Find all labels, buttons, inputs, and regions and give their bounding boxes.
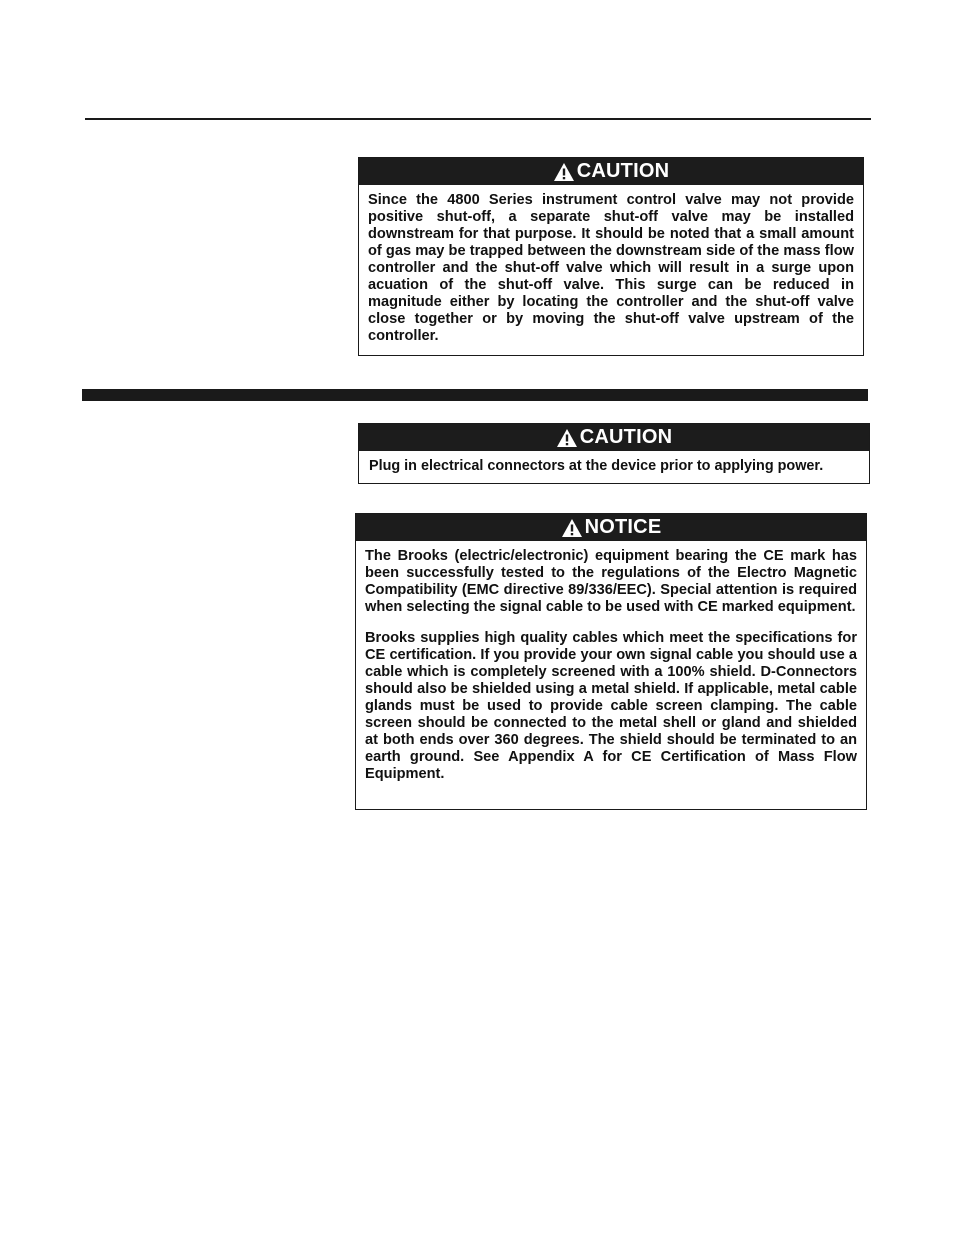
warning-triangle-icon [561, 518, 583, 538]
caution-box-valve [358, 157, 864, 356]
caution-heading: CAUTION [579, 426, 673, 448]
caution-header [359, 158, 863, 185]
caution-heading: CAUTION [576, 160, 670, 182]
top-rule [85, 118, 871, 120]
caution-text: Plug in electrical connectors at the device prior to applying power. [369, 458, 824, 474]
warning-triangle-icon [553, 162, 575, 182]
notice-paragraph-1: The Brooks (electric/electronic) equipment bearing the CE mark has been successfully tested to the regulations of the Electro Magnetic Compatibility (EMC directive 89/336/EEC). Special attention is required when selecting the signal cable to be used with CE marked equipment. [365, 548, 857, 615]
caution-box-power [358, 423, 870, 484]
warning-triangle-icon [556, 428, 578, 448]
caution-body [359, 185, 863, 353]
notice-box-ce [355, 513, 867, 810]
notice-paragraph-2: Brooks supplies high quality cables which meet the specifications for CE certification. If you provide your own signal cable you should use a cable which is completely screened with a 100% shield. D-Connectors should also be shielded using a metal shield. If applicable, metal cable glands must be used to provide cable screen clamping. The cable screen should be connected to the metal shell or gland and shielded at both ends over 360 degrees. The shield should be terminated to an earth ground. See Appendix A for CE Certification of Mass Flow Equipment. [365, 630, 857, 782]
notice-body [356, 541, 866, 791]
caution-text: Since the 4800 Series instrument control valve may not provide positive shut-off, a separate shut-off valve may be installed downstream for that purpose. It should be noted that a small amount of gas may be trapped between the downstream side of the mass flow controller and the shut-off valve which will result in a surge upon acuation of the shut-off valve. This surge can be reduced in magnitude either by locating the controller and the shut-off valve close together or by moving the shut-off valve upstream of the controller. [368, 192, 854, 344]
notice-header [356, 514, 866, 541]
section-divider-bar [82, 389, 868, 401]
notice-heading: NOTICE [584, 516, 662, 538]
caution-header [359, 424, 869, 451]
caution-body [359, 451, 869, 482]
